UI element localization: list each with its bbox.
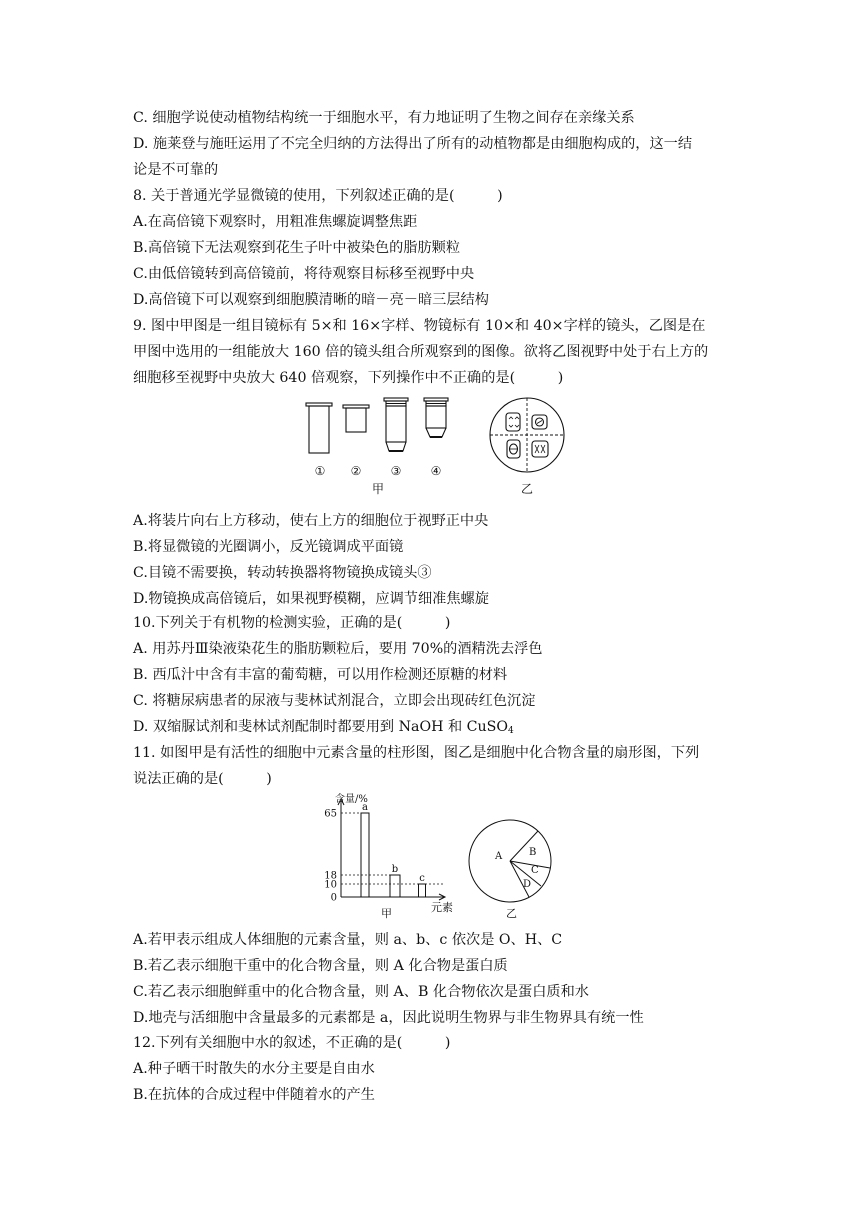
option-line: C. 将糖尿病患者的尿液与斐林试剂混合，立即会出现砖红色沉淀 bbox=[133, 693, 536, 709]
eyepiece-lens-2 bbox=[343, 405, 369, 432]
y-tick-label: 10 bbox=[324, 879, 337, 891]
figure-11 bbox=[305, 793, 575, 923]
lens-label-4: ④ bbox=[430, 464, 442, 478]
option-line: B.若乙表示细胞干重中的化合物含量，则 A 化合物是蛋白质 bbox=[133, 958, 508, 974]
objective-lens-4 bbox=[424, 398, 448, 437]
bar-c bbox=[419, 884, 426, 897]
pie-label-d: D bbox=[523, 879, 532, 890]
option-line: D.地壳与活细胞中含量最多的元素都是 a，因此说明生物界与非生物界具有统一性 bbox=[133, 1010, 644, 1026]
caption-jia: 甲 bbox=[371, 482, 385, 496]
question-8: 8. 关于普通光学显微镜的使用，下列叙述正确的是( ) bbox=[133, 188, 503, 204]
lens-label-1: ① bbox=[314, 464, 326, 478]
option-line: C.由低倍镜转到高倍镜前，将待观察目标移至视野中央 bbox=[133, 266, 475, 282]
subscript: 4 bbox=[508, 726, 514, 736]
bar-a bbox=[361, 813, 369, 897]
text-line: 说法正确的是( ) bbox=[133, 771, 272, 787]
option-line: A. 用苏丹Ⅲ染液染花生的脂肪颗粒后，要用 70%的酒精洗去浮色 bbox=[133, 641, 543, 657]
caption-yi: 乙 bbox=[506, 907, 517, 920]
option-text: D. 双缩脲试剂和斐林试剂配制时都要用到 NaOH 和 CuSO bbox=[133, 719, 509, 735]
question-10: 10.下列关于有机物的检测实验，正确的是( ) bbox=[133, 615, 451, 631]
field-of-view bbox=[490, 398, 564, 472]
lens-label-2: ② bbox=[350, 464, 362, 478]
bar-label-a: a bbox=[362, 802, 368, 813]
bar-chart bbox=[338, 799, 445, 900]
text-line: 细胞移至视野中央放大 640 倍观察，下列操作中不正确的是( ) bbox=[133, 370, 564, 386]
option-line: C.目镜不需要换，转动转换器将物镜换成镜头③ bbox=[133, 565, 432, 581]
option-line: B.在抗体的合成过程中伴随着水的产生 bbox=[133, 1087, 375, 1103]
option-line: A.在高倍镜下观察时，用粗准焦螺旋调整焦距 bbox=[133, 214, 418, 230]
pie-label-c: C bbox=[531, 865, 539, 876]
option-line: D.高倍镜下可以观察到细胞膜清晰的暗－亮－暗三层结构 bbox=[133, 292, 489, 308]
bar-label-b: b bbox=[391, 864, 399, 875]
caption-jia: 甲 bbox=[381, 907, 392, 920]
question-11: 11. 如图甲是有活性的细胞中元素含量的柱形图，图乙是细胞中化合物含量的扇形图，下列 bbox=[133, 745, 700, 761]
x-axis-label: 元素 bbox=[431, 901, 453, 914]
y-axis-label: 含量/% bbox=[335, 794, 368, 805]
question-12: 12.下列有关细胞中水的叙述，不正确的是( ) bbox=[133, 1035, 451, 1051]
option-line: B. 西瓜汁中含有丰富的葡萄糖，可以用作检测还原糖的材料 bbox=[133, 667, 508, 683]
question-9: 9. 图中甲图是一组目镜标有 5×和 16×字样、物镜标有 10×和 40×字样的镜头，乙图是在 bbox=[133, 318, 706, 334]
caption-yi: 乙 bbox=[520, 482, 534, 496]
pie-label-a: A bbox=[495, 851, 503, 862]
option-line: B.将显微镜的光圈调小，反光镜调成平面镜 bbox=[133, 539, 404, 555]
option-line: A.种子晒干时散失的水分主要是自由水 bbox=[133, 1061, 375, 1077]
bar-label-c: c bbox=[419, 873, 425, 884]
text-line: 论是不可靠的 bbox=[133, 162, 219, 178]
option-line: C.若乙表示细胞鲜重中的化合物含量，则 A、B 化合物依次是蛋白质和水 bbox=[133, 984, 589, 1000]
option-line: D.物镜换成高倍镜后，如果视野模糊，应调节细准焦螺旋 bbox=[133, 591, 489, 607]
figure-9 bbox=[290, 395, 590, 500]
option-line: B.高倍镜下无法观察到花生子叶中被染色的脂肪颗粒 bbox=[133, 240, 461, 256]
eyepiece-lens-1 bbox=[306, 403, 332, 453]
lens-label-3: ③ bbox=[390, 464, 402, 478]
option-line: A.若甲表示组成人体细胞的元素含量，则 a、b、c 依次是 O、H、C bbox=[133, 932, 563, 948]
pie-chart bbox=[469, 820, 551, 902]
text-line: 甲图中选用的一组能放大 160 倍的镜头组合所观察到的图像。欲将乙图视野中处于右上方的 bbox=[133, 344, 709, 360]
pie-label-b: B bbox=[529, 847, 537, 858]
y-tick-label: 65 bbox=[324, 808, 337, 820]
objective-lens-3 bbox=[384, 398, 408, 451]
text-line: D. 施莱登与施旺运用了不完全归纳的方法得出了所有的动植物都是由细胞构成的，这一结 bbox=[133, 136, 693, 152]
y-tick-label: 18 bbox=[324, 870, 337, 882]
text-line: C. 细胞学说使动植物结构统一于细胞水平，有力地证明了生物之间存在亲缘关系 bbox=[133, 110, 635, 126]
bar-b bbox=[390, 875, 400, 897]
y-tick-label: 0 bbox=[330, 892, 337, 904]
option-line: A.将装片向右上方移动，使右上方的细胞位于视野正中央 bbox=[133, 513, 489, 529]
